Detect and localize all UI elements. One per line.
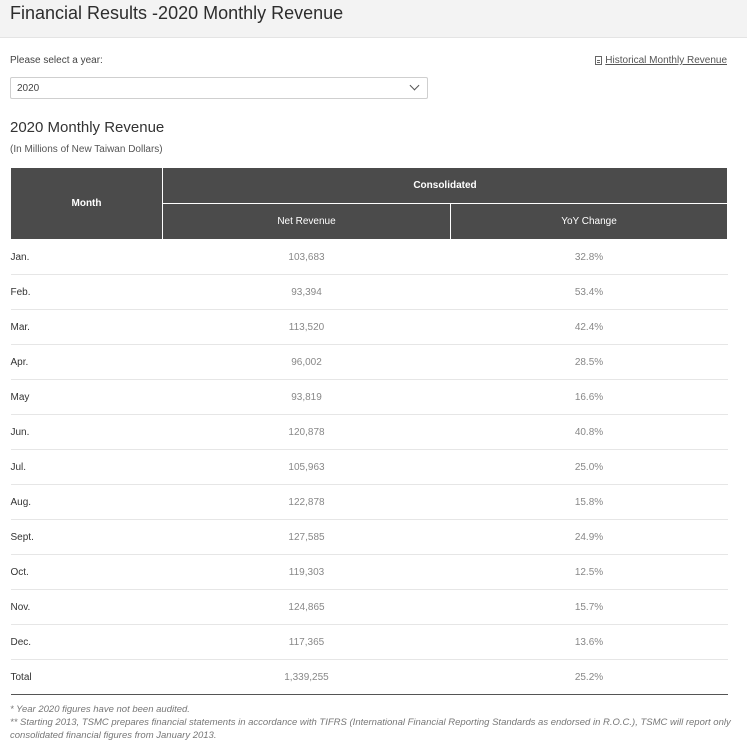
table-row [11,590,728,625]
footnote-audit: * Year 2020 figures have not been audited. [10,704,190,715]
month-cell: Jul. [11,450,163,485]
section-title: 2020 Monthly Revenue [10,119,165,136]
yoy-cell: 42.4% [451,310,728,345]
header-month: Month [11,168,163,240]
header-yoy-change: YoY Change [451,204,728,240]
table-row [11,380,728,415]
historical-revenue-link[interactable] [595,55,727,66]
month-cell: Nov. [11,590,163,625]
page-header [0,0,747,38]
table-row [11,450,728,485]
main-content [0,52,747,742]
revenue-cell: 120,878 [163,415,451,450]
revenue-cell: 96,002 [163,345,451,380]
total-yoy: 25.2% [451,660,728,695]
footnotes [10,703,737,742]
total-row [11,660,728,695]
revenue-cell: 119,303 [163,555,451,590]
month-cell: Aug. [11,485,163,520]
table-row [11,240,728,275]
year-select-row [10,52,737,74]
header-net-revenue: Net Revenue [163,204,451,240]
footnote-tifrs: ** Starting 2013, TSMC prepares financial statements in accordance with TIFRS (International Financial Reporting Standards as endorsed in R.O.C.), TSMC will report only consolidated financial figures from January 2013. [10,717,731,741]
revenue-cell: 127,585 [163,520,451,555]
month-cell: Jun. [11,415,163,450]
yoy-cell: 15.8% [451,485,728,520]
revenue-cell: 122,878 [163,485,451,520]
month-cell: Dec. [11,625,163,660]
revenue-cell: 124,865 [163,590,451,625]
month-cell: Apr. [11,345,163,380]
yoy-cell: 28.5% [451,345,728,380]
table-row [11,310,728,345]
yoy-cell: 32.8% [451,240,728,275]
table-row [11,275,728,310]
yoy-cell: 25.0% [451,450,728,485]
revenue-table [10,167,728,695]
historical-revenue-link-label: Historical Monthly Revenue [605,55,727,66]
table-row [11,345,728,380]
header-consolidated: Consolidated [163,168,728,204]
revenue-cell: 103,683 [163,240,451,275]
yoy-cell: 12.5% [451,555,728,590]
table-row [11,415,728,450]
yoy-cell: 24.9% [451,520,728,555]
month-cell: Jan. [11,240,163,275]
revenue-cell: 117,365 [163,625,451,660]
yoy-cell: 40.8% [451,415,728,450]
table-row [11,520,728,555]
table-row [11,625,728,660]
month-cell: Sept. [11,520,163,555]
document-icon [595,56,602,65]
month-cell: Mar. [11,310,163,345]
unit-note: (In Millions of New Taiwan Dollars) [10,144,163,155]
revenue-cell: 105,963 [163,450,451,485]
total-label: Total [11,660,163,695]
revenue-cell: 93,394 [163,275,451,310]
table-row [11,485,728,520]
year-select-label: Please select a year: [10,55,103,66]
yoy-cell: 15.7% [451,590,728,625]
month-cell: Oct. [11,555,163,590]
year-dropdown[interactable] [10,77,428,99]
yoy-cell: 16.6% [451,380,728,415]
revenue-cell: 113,520 [163,310,451,345]
yoy-cell: 13.6% [451,625,728,660]
month-cell: May [11,380,163,415]
table-row [11,555,728,590]
yoy-cell: 53.4% [451,275,728,310]
page-title: Financial Results -2020 Monthly Revenue [10,3,344,23]
year-dropdown-value: 2020 [17,83,40,94]
revenue-cell: 93,819 [163,380,451,415]
total-revenue: 1,339,255 [163,660,451,695]
chevron-down-icon [410,81,420,91]
month-cell: Feb. [11,275,163,310]
